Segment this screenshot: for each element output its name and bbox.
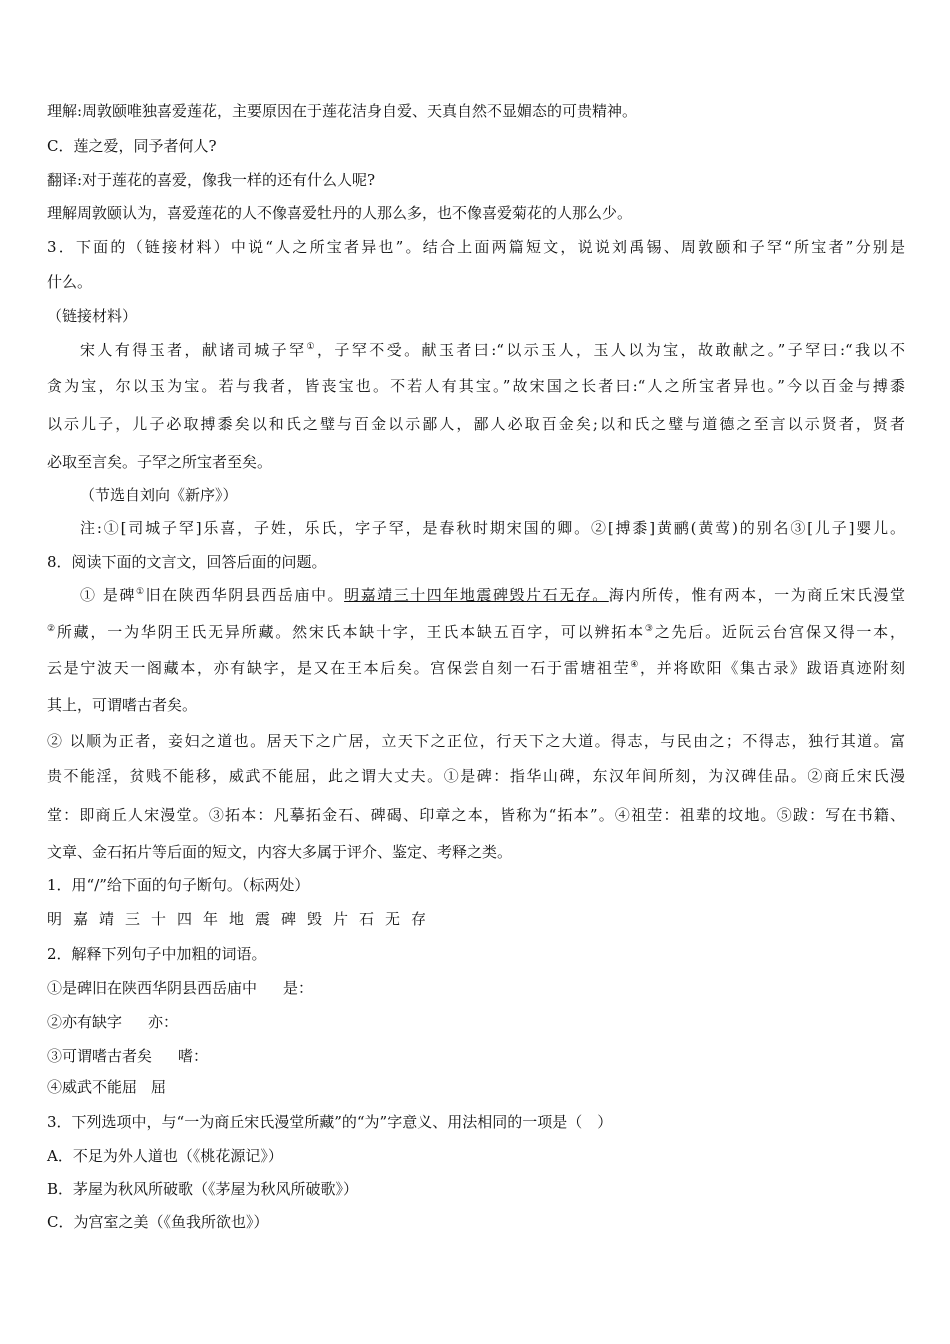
notes: 注:①[司城子罕]乐喜，子姓，乐氏，字子罕，是春秋时期宋国的卿。②[搏黍]黄鹂(黄莺)的别名③[儿子]婴儿。 <box>80 519 905 537</box>
text: ，子罕不受。献玉者曰:“以示玉人，玉人以为宝，故敢献之。”子罕曰:“我以不 <box>317 341 905 359</box>
item-3 <box>47 1046 208 1066</box>
footnote-mark: ② <box>47 624 57 634</box>
passage-line: 贵不能淫，贫贱不能移，威武不能屈，此之谓大丈夫。①是碑：指华山碑，东汉年间所刻，为汉碑佳品。②商丘宋氏漫 <box>47 767 905 785</box>
source-citation: （节选自刘向《新序》） <box>80 486 238 504</box>
question-8: 8．阅读下面的文言文，回答后面的问题。 <box>47 553 327 571</box>
question-3: 3．下面的（链接材料）中说“人之所宝者异也”。结合上面两篇短文，说说刘禹锡、周敦颐和子罕“所宝者”分别是 <box>47 238 905 256</box>
passage-line: ② 以顺为正者，妾妇之道也。居天下之广居，立天下之正位，行天下之大道。得志，与民由之；不得志，独行其道。富 <box>47 732 905 750</box>
subquestion-2: 2．解释下列句子中加粗的词语。 <box>47 945 267 963</box>
item-1 <box>47 978 313 998</box>
subquestion-1: 1．用“/”给下面的句子断句。（标两处） <box>47 876 310 894</box>
passage-line: 文章、金石拓片等后面的短文，内容大多属于评介、鉴定、考释之类。 <box>47 843 513 861</box>
footnote-mark: ① <box>306 342 317 352</box>
passage-line: 以示儿子，儿子必取搏黍矣以和氏之璧与百金以示鄙人，鄙人必取百金矣;以和氏之璧与道德之至言以示贤者，贤者 <box>47 415 905 433</box>
text: ④威武不能屈 <box>47 1078 138 1096</box>
option-a: A．不足为外人道也（《桃花源记》） <box>47 1147 283 1165</box>
passage-line: 必取至言矣。子罕之所宝者至矣。 <box>47 453 273 471</box>
footnote-mark: ① <box>135 587 146 597</box>
answer-label: 屈 <box>151 1078 167 1096</box>
text: 所藏，一为华阴王氏无异所藏。然宋氏本缺十字，王氏本缺五百字，可以辨拓本 <box>56 623 645 641</box>
text-line: 翻译:对于莲花的喜爱，像我一样的还有什么人呢? <box>47 171 376 189</box>
answer-label: 是： <box>283 979 314 997</box>
option-c: C．为宫室之美（《鱼我所欲也》） <box>47 1213 269 1231</box>
sentence-to-punctuate: 明嘉靖三十四年地震碑毁片石无存 <box>47 910 438 928</box>
text: 云是宁波天一阁藏本，亦有缺字，是又在王本后矣。宫保尝自刻一石于雷塘祖茔 <box>47 659 631 677</box>
passage-line <box>80 340 905 360</box>
text: ，并将欧阳《集古录》跋语真迹附刻 <box>640 659 905 677</box>
answer-label: 亦： <box>148 1013 179 1031</box>
passage-line: 贪为宝，尔以玉为宝。若与我者，皆丧宝也。不若人有其宝。”故宋国之长者曰:“人之所宝者异也。”今以百金与搏黍 <box>47 377 905 395</box>
item-2 <box>47 1012 178 1032</box>
text: ②亦有缺字 <box>47 1013 123 1031</box>
footnote-mark: ④ <box>630 660 640 670</box>
text: ① 是碑 <box>80 586 136 604</box>
option-b: B．茅屋为秋风所破歌（《茅屋为秋风所破歌》） <box>47 1180 359 1198</box>
footnote-mark: ③ <box>644 624 655 634</box>
passage-line <box>47 658 905 678</box>
text: 海内所传，惟有两本，一为商丘宋氏漫堂 <box>608 586 905 604</box>
passage-line: 堂：即商丘人宋漫堂。③拓本：凡摹拓金石、碑碣、印章之本，皆称为“拓本”。④祖茔：祖辈的坟地。⑤跋：写在书籍、 <box>47 806 905 824</box>
section-label: （链接材料） <box>47 307 138 325</box>
item-4 <box>47 1077 166 1097</box>
subquestion-3: 3．下列选项中，与“一为商丘宋氏漫堂所藏”的“为”字意义、用法相同的一项是（ ） <box>47 1113 613 1131</box>
text-line: 理解:周敦颐唯独喜爱莲花，主要原因在于莲花洁身自爱、天真自然不显媚态的可贵精神。 <box>47 102 638 120</box>
passage-line: 其上，可谓嗜古者矣。 <box>47 696 198 714</box>
text: 宋人有得玉者，献诸司城子罕 <box>80 341 307 359</box>
text: ①是碑旧在陕西华阴县西岳庙中 <box>47 979 258 997</box>
text: ③可谓嗜古者矣 <box>47 1047 153 1065</box>
answer-label: 嗜： <box>178 1047 209 1065</box>
underlined-sentence: 明嘉靖三十四年地震碑毁片石无存。 <box>344 586 609 604</box>
passage-line <box>47 622 905 642</box>
text: 旧在陕西华阴县西岳庙中。 <box>145 586 345 604</box>
option-c: C．莲之爱，同予者何人? <box>47 137 217 155</box>
passage-line <box>80 585 905 605</box>
text-line: 理解周敦颐认为，喜爱莲花的人不像喜爱牡丹的人那么多，也不像喜爱菊花的人那么少。 <box>47 204 633 222</box>
text-line: 什么。 <box>47 273 93 291</box>
text: 之先后。近阮云台宫保又得一本， <box>654 623 905 641</box>
